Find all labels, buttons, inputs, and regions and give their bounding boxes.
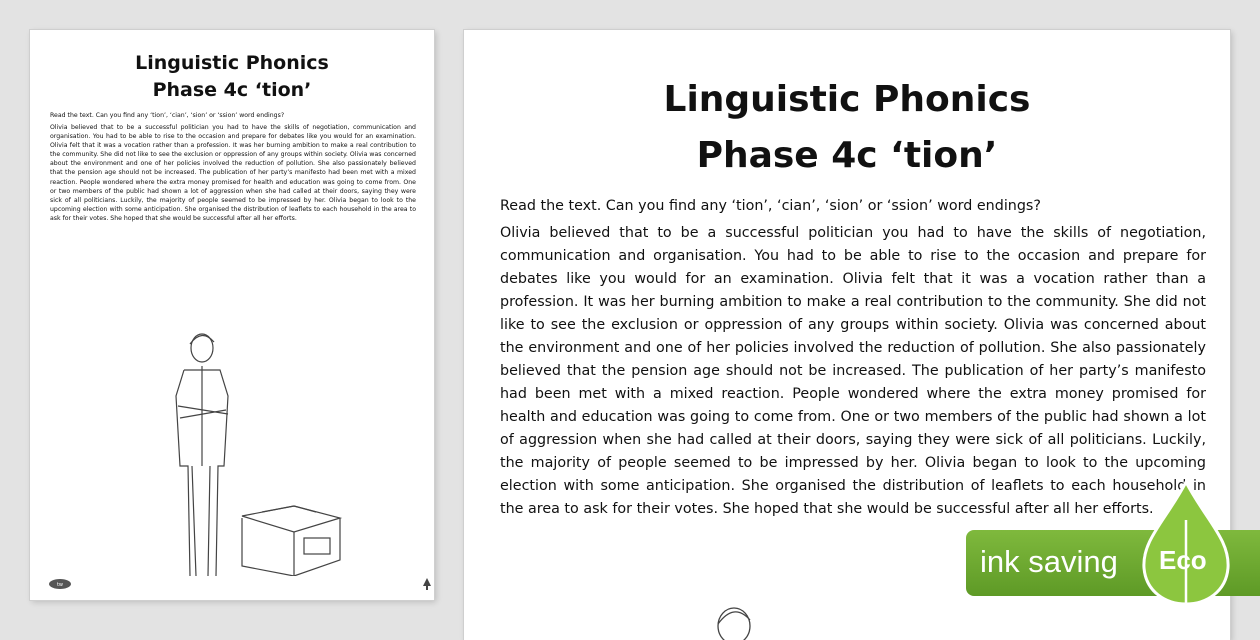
politician-illustration [144, 326, 344, 576]
publisher-logo-icon [48, 578, 72, 590]
svg-text:tw: tw [56, 582, 64, 588]
worksheet-preview-small[interactable] [30, 30, 434, 600]
tree-icon [422, 577, 432, 591]
worksheet-instruction: Read the text. Can you find any ‘tion’, ‘cian’, ‘sion’ or ‘ssion’ word endings? [500, 198, 1041, 214]
small-instruction: Read the text. Can you find any ‘tion’, ‘cian’, ‘sion’ or ‘ssion’ word endings? [50, 112, 285, 119]
ink-saving-label: ink saving [980, 544, 1118, 579]
small-title-line2: Phase 4c ‘tion’ [152, 79, 312, 101]
figure-head-icon [704, 596, 764, 640]
small-title [30, 50, 434, 104]
eco-label: Eco [1159, 545, 1207, 575]
worksheet-passage: Olivia believed that to be a successful politician you had to have the skills of negotiation, communication and organisation. You had to be able to rise to the occasion and prepare for debates like you would for an examination. Olivia felt that it was a vocation rather than a profession. It was her burning ambition to make a real contribution to the community. She did not like to see the exclusion or oppression of any groups within society. Olivia was concerned about the environment and one of her policies involved the reduction of pollution. She also passionately believed that the pension age should not be increased. The publication of her party’s manifesto had been met with a mixed reaction. People wondered where the extra money promised for health and education was going to come from. One or two members of the public had shown a lot of aggression when she had called at their doors, saying they were sick of all politicians. Luckily, the majority of people seemed to be impressed by her. Olivia began to look to the upcoming election with some anticipation. She organised the distribution of leaflets to each household in the area to ask for their votes. She hoped that she would be successful after all her efforts. [500, 225, 1206, 517]
small-passage: Olivia believed that to be a successful politician you had to have the skills of negotiation, communication and organisation. You had to be able to rise to the occasion and prepare for debates like you would for an examination. Olivia felt that it was a vocation rather than a profession. It was her burning ambition to make a real contribution to the community. She did not like to see the exclusion or oppression of any groups within society. Olivia was concerned about the environment and one of her policies involved the reduction of pollution. She also passionately believed that the pension age should not be increased. The publication of her party’s manifesto had been met with a mixed reaction. People wondered where the extra money promised for health and education was going to come from. One or two members of the public had shown a lot of aggression when she had called at their doors, saying they were sick of all politicians. Luckily, the majority of people seemed to be impressed by her. Olivia began to look to the upcoming election with some anticipation. She organised the distribution of leaflets to each household in the area to ask for their votes. She hoped that she would be successful after all her efforts. [50, 124, 416, 222]
small-title-line1: Linguistic Phonics [135, 52, 329, 74]
worksheet-title [464, 72, 1230, 184]
worksheet-title-line2: Phase 4c ‘tion’ [696, 135, 998, 176]
worksheet-title-line1: Linguistic Phonics [663, 79, 1031, 120]
